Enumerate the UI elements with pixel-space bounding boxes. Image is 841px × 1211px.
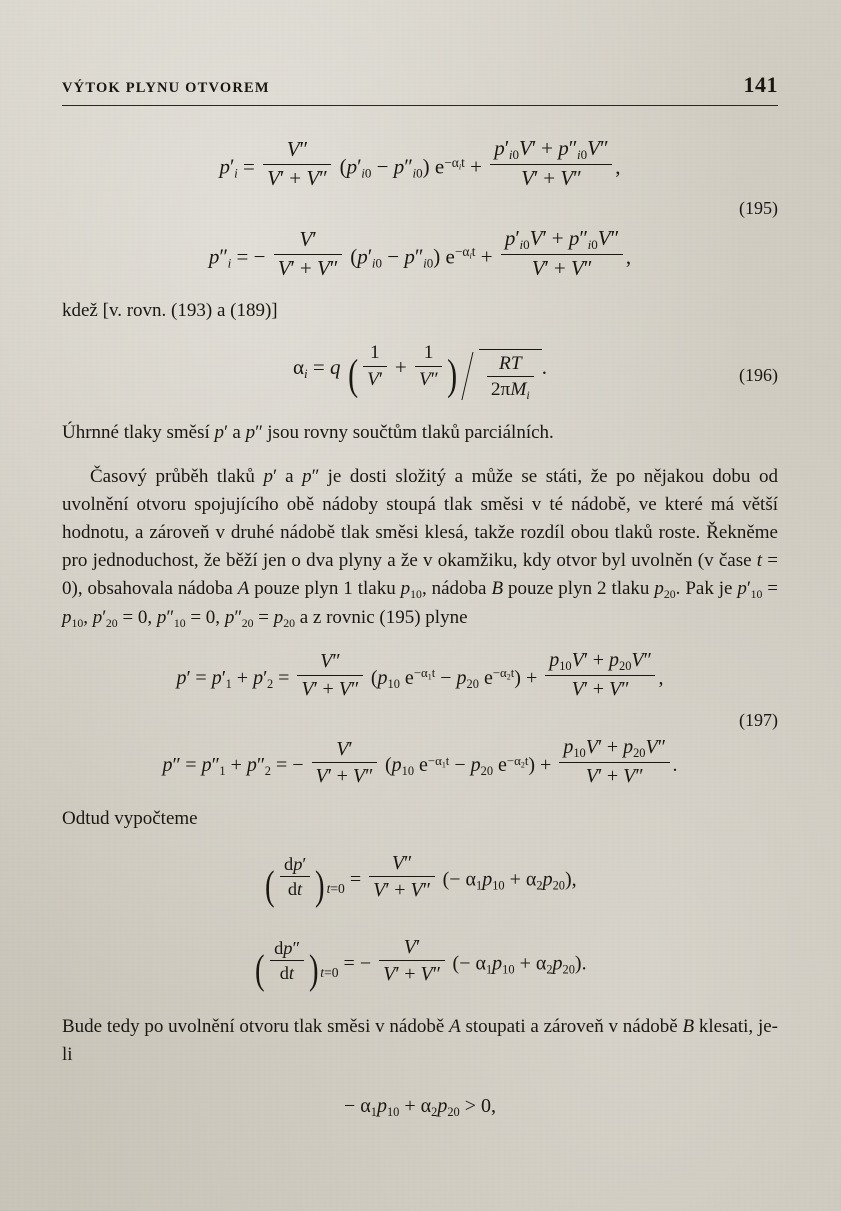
running-head-title: VÝTOK PLYNU OTVOREM [62, 80, 270, 96]
equation-197-line-1: $p' = p'_1 + p'_2$ = $\frac{V''}{V' + V''}$ ($p_{10}$ $e^{-\alpha_1t} - p_{20}$ $e^{-\alpha_2t}$) + $\frac{p_{10}V' + p_{20}V''}{V' + V''}$ , [176, 648, 664, 700]
equation-196: $\alpha_i = q$ ( $\frac{1}{V'}$ + $\frac{1}{V''}$ ) $\frac{RT}{2\pi M_i}$ . [293, 342, 547, 403]
paragraph-uhrnne: Úhrnné tlaky směsí p′ a p″ jsou rovny součtům tlaků parciálních. [62, 421, 554, 443]
equation-block-196 [62, 341, 778, 402]
paragraph-odtud: Odtud vypočteme [62, 807, 198, 829]
paragraph-bude-tedy: Bude tedy po uvolnění otvoru tlak směsi v nádobě A stoupati a zároveň v nádobě B klesati, je-li [62, 1015, 778, 1065]
equation-195-line-2: $p''_i$ = − $\frac{V'}{V' + V''}$ $(p'_{i0} - p''_{i0}) e^{-\alpha_it}$ + $\frac{p'_{i0}V' + p''_{i0}V''}{V' + V''}$ , [208, 225, 632, 280]
equation-195-line-1: $p'_i$ = $\frac{V''}{V' + V''}$ $(p'_{i0} - p''_{i0}) e^{-\alpha_it}$ + $\frac{p'_{i0}V' + p''_{i0}V''}{V' + V''}$ , [219, 136, 621, 191]
running-head [62, 72, 778, 106]
equation-block-197 [62, 648, 778, 789]
equation-197-line-2: $p'' = p''_1 + p''_2$ = − $\frac{V'}{V' + V''}$ ($p_{10}$ $e^{-\alpha_1t} - p_{20}$ $e^{-\alpha_2t}$) + $\frac{p_{10}V' + p_{20}V''}{V' + V''}$ . [162, 736, 678, 788]
equation-block-195 [62, 136, 778, 281]
equation-derivative-1: ( $\frac{dp'}{dt}$ ) t=0 = $\frac{V''}{V' + V''}$ (− $\alpha_1p_{10} + \alpha_2p_{20}$), [265, 851, 577, 908]
equation-derivative-2: ( $\frac{dp''}{dt}$ ) t=0 = − $\frac{V'}{V' + V''}$ (− $\alpha_1p_{10} + \alpha_2p_{20}$). [255, 935, 587, 992]
page-content [62, 72, 778, 1136]
paragraph-casovy: Časový průběh tlaků p′ a p″ je dosti složitý a může se státi, že po nějakou dobu od uvolnění otvoru spojujícího obě nádoby stoupá tlak směsi v té nádobě, ve které má větší hodnotu, a zároveň v druhé nádobě tlak směsi klesá, takže rozdíl obou tlaků roste. Řekněme pro jednoduchost, že běží jen o dva plyny a že v okamžiku, kdy otvor byl uvolněn (v čase t = 0), obsahovala nádoba A pouze plyn 1 tlaku $p_{10}$, nádoba B pouze plyn 2 tlaku $p_{20}$. Pak je $p'_{10} = p_{10}$, $p'_{20} = 0$, $p''_{10} = 0$, $p''_{20} = p_{20}$ a z rovnic (195) plyne [62, 465, 779, 630]
equation-197-tag: (197) [739, 709, 778, 730]
equation-195-tag: (195) [739, 198, 778, 218]
paragraph-kdez: kdež [v. rovn. (193) a (189)] [62, 300, 278, 322]
equation-196-tag: (196) [739, 365, 778, 386]
equation-inequality: − $\alpha_1p_{10} + \alpha_2p_{20} > 0$, [344, 1094, 496, 1119]
page-number: 141 [743, 72, 778, 97]
